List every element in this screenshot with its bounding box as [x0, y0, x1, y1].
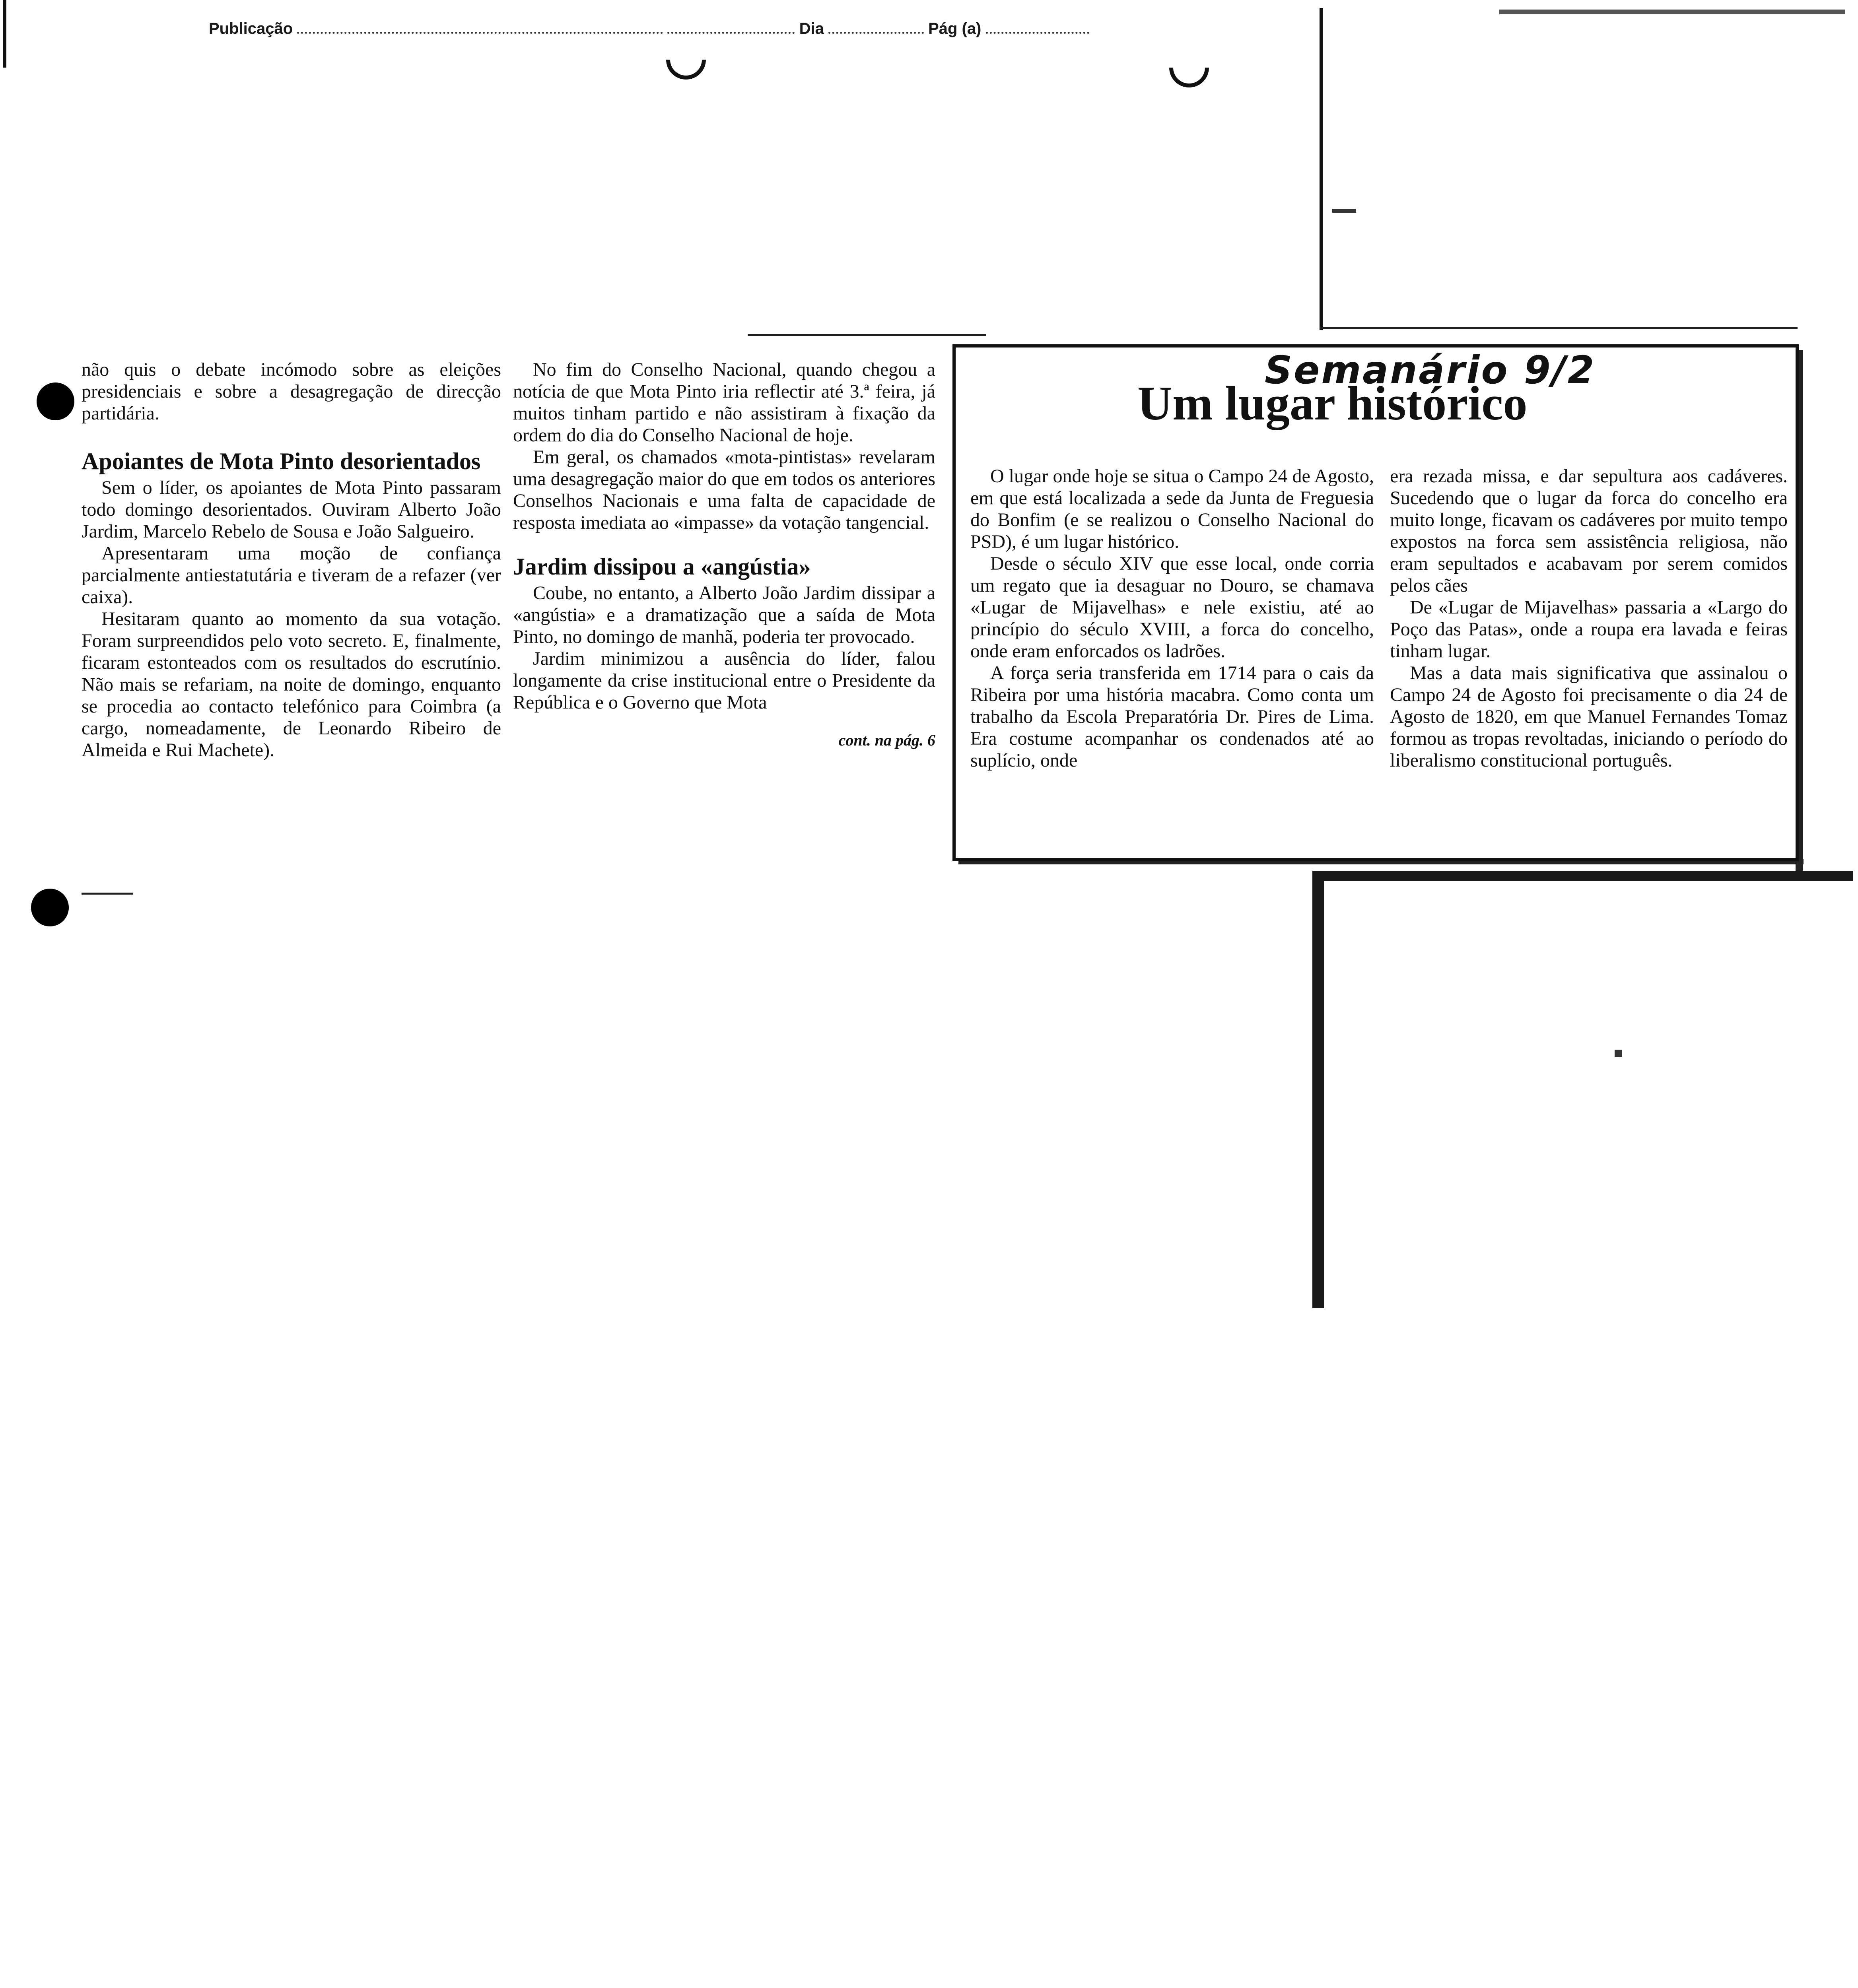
left-article-column-2 [513, 359, 935, 751]
hole-mark-left [666, 60, 706, 80]
scan-edge-left [3, 0, 6, 68]
publicacao-field-dots [297, 27, 663, 34]
hole-mark-right [1169, 68, 1209, 87]
col2-paragraph-2: Em geral, os chamados «mota-pintistas» revelaram uma desagregação maior do que em todos os anteriores Conselhos Nacionais e uma falta de capacidade de resposta imediata ao «impasse» da votação tangencial. [513, 447, 935, 533]
box-col2-paragraph-1: era rezada missa, e dar sepultura aos cadáveres. Sucedendo que o lugar da forca do concelho era muito longe, ficavam os cadáveres por muito tempo expostos na forca sem assistência religiosa, não eram sepultados e acabavam por serem comidos pelos cães [1390, 466, 1788, 596]
handwritten-source-note: Semanário 9/2 [1265, 348, 1596, 392]
punch-hole-top [37, 382, 74, 420]
dia-label: Dia [799, 20, 824, 37]
boxed-article-column-2 [1390, 465, 1788, 771]
col1-paragraph-3: Hesitaram quanto ao momento da sua votação. Foram surpreendidos pelo voto secreto. E, finalmente, ficaram estonteados com os resultados do escrutínio. Não mais se refariam, na noite de domingo, enquanto se procedia ao contacto telefónico para Coimbra (a cargo, nomeadamente, de Leonardo Ribeiro de Almeida e Rui Machete). [82, 608, 501, 761]
pag-label: Pág (a) [928, 20, 981, 37]
col1-heading: Apoiantes de Mota Pinto desorientados [82, 448, 481, 474]
clip-rule-left [82, 893, 133, 895]
scan-speck-2 [1615, 1050, 1622, 1057]
col2-paragraph-3: Coube, no entanto, a Alberto João Jardim dissipar a «angústia» e a dramatização que a saída de Mota Pinto, no domingo de manhã, poderia ter provocado. [513, 582, 935, 647]
col2-paragraph-4: Jardim minimizou a ausência do líder, falou longamente da crise institucional entre o Presidente da República e o Governo que Mota [513, 648, 935, 713]
box-col2-paragraph-3: Mas a data mais significativa que assinalou o Campo 24 de Agosto foi precisamente o dia 24 de Agosto de 1820, em que Manuel Fernandes Tomaz formou as tropas revoltadas, iniciando o período do liberalismo constitucional português. [1390, 662, 1788, 771]
box-col1-paragraph-3: A força seria transferida em 1714 para o cais da Ribeira por uma história macabra. Como conta um trabalho da Escola Preparatória Dr. Pires de Lima. Era costume acompanhar os condenados até ao suplício, onde [970, 662, 1374, 771]
pag-field-dots [986, 27, 1089, 34]
clipping-form-header [209, 20, 1089, 38]
clip-frame-vertical [1320, 8, 1323, 330]
col2-paragraph-1: No fim do Conselho Nacional, quando chegou a notícia de que Mota Pinto iria reflectir até 3.ª feira, já muitos tinham partido e não assistiram à fixação da ordem do dia do Conselho Nacional de hoje. [513, 359, 935, 446]
continued-note: cont. na pág. 6 [838, 731, 935, 749]
boxed-article-title: Um lugar histórico [1137, 377, 1528, 430]
punch-hole-bottom [31, 889, 69, 926]
col1-intro: não quis o debate incómodo sobre as eleições presidenciais e sobre a desagregação de direcção partidária. [82, 359, 501, 424]
col2-heading: Jardim dissipou a «angústia» [513, 553, 811, 580]
col1-paragraph-2: Apresentaram uma moção de confiança parcialmente antiestatutária e tiveram de a refazer (ver caixa). [82, 543, 501, 608]
box-col2-paragraph-2: De «Lugar de Mijavelhas» passaria a «Largo do Poço das Patas», onde a roupa era lavada e feiras tinham lugar. [1390, 597, 1788, 662]
box-col1-paragraph-2: Desde o século XIV que esse local, onde corria um regato que ia desaguar no Douro, se chamava «Lugar de Mijavelhas» e nele existiu, até ao princípio do século XVIII, a forca do concelho, onde eram enforcados os ladrões. [970, 553, 1374, 662]
col1-paragraph-1: Sem o líder, os apoiantes de Mota Pinto passaram todo domingo desorientados. Ouviram Alberto João Jardim, Marcelo Rebelo de Sousa e João Salgueiro. [82, 477, 501, 542]
clip-rule-top [748, 334, 986, 336]
clip-frame-horizontal [1320, 327, 1798, 329]
torn-edge-horizontal [1312, 871, 1853, 881]
torn-edge-vertical [1312, 871, 1324, 1308]
box-col1-paragraph-1: O lugar onde hoje se situa o Campo 24 de Agosto, em que está localizada a sede da Junta de Freguesia do Bonfim (e se realizou o Conselho Nacional do PSD), é um lugar histórico. [970, 466, 1374, 552]
boxed-article-column-1 [970, 465, 1374, 771]
torn-edge-top-right [1499, 10, 1845, 14]
dia-field-dots [828, 27, 924, 34]
publicacao-label: Publicação [209, 20, 293, 37]
left-article-column-1 [82, 359, 501, 761]
scan-speck [1332, 209, 1356, 213]
separator-dots [667, 27, 795, 34]
